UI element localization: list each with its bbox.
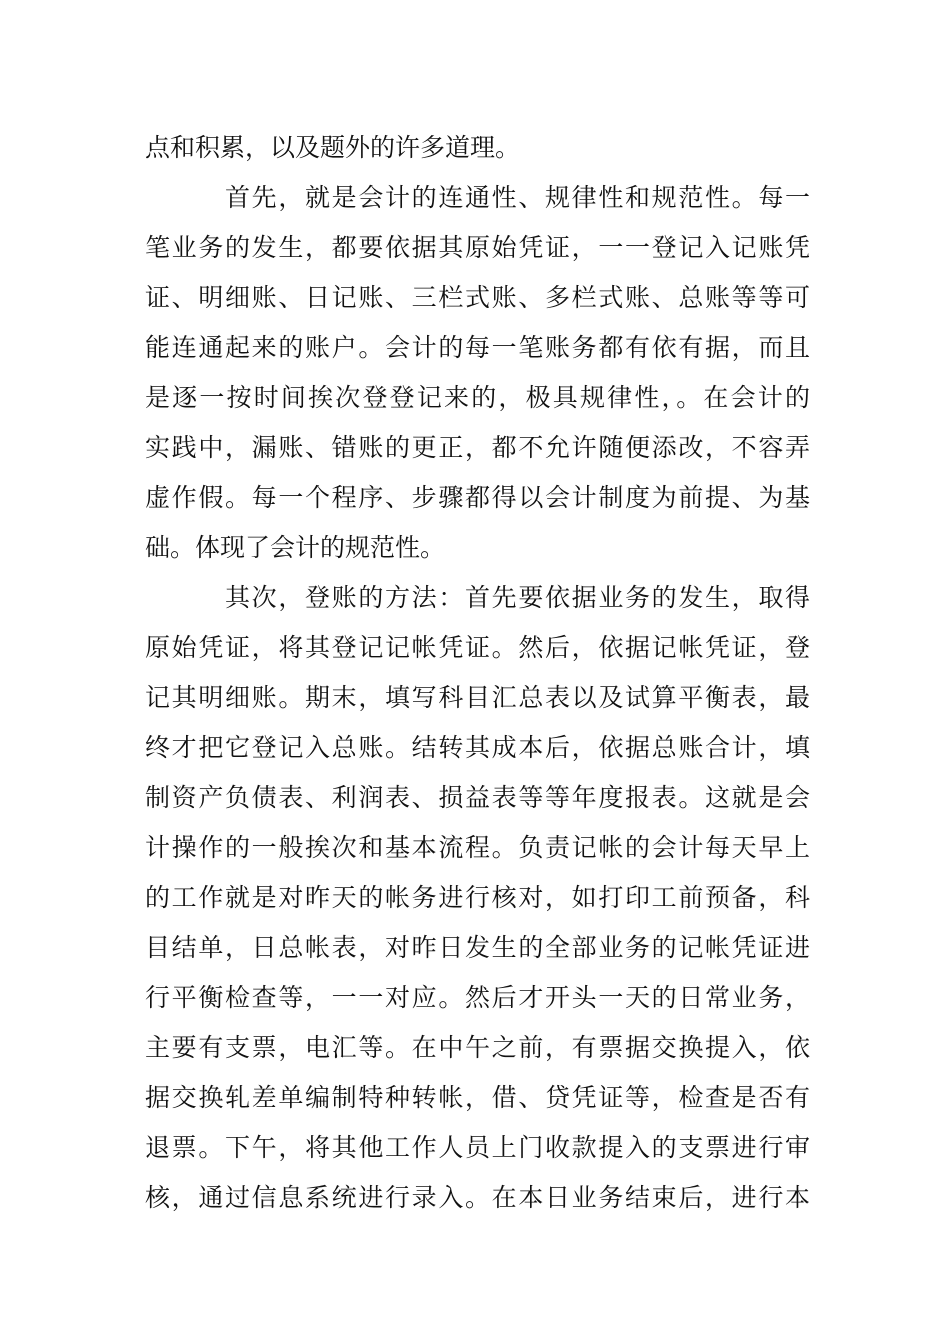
body-text [145, 123, 810, 1223]
text-line: 点和积累，以及题外的许多道理。 [145, 133, 521, 162]
text-line: 虚作假。每一个程序、步骤都得以会计制度为前提、为基 [145, 483, 810, 512]
text-line: 行平衡检查等，一一对应。然后才开头一天的日常业务， [145, 983, 810, 1012]
text-line: 首先，就是会计的连通性、规律性和规范性。每一 [225, 183, 810, 212]
text-line: 计操作的一般挨次和基本流程。负责记帐的会计每天早上 [145, 833, 810, 862]
text-line: 原始凭证，将其登记记帐凭证。然后，依据记帐凭证，登 [145, 633, 810, 662]
text-line: 证、明细账、日记账、三栏式账、多栏式账、总账等等可 [145, 283, 810, 312]
text-line: 目结单，日总帐表，对昨日发生的全部业务的记帐凭证进 [145, 933, 810, 962]
text-line: 记其明细账。期末，填写科目汇总表以及试算平衡表，最 [145, 683, 810, 712]
text-line: 是逐一按时间挨次登登记来的，极具规律性，。在会计的 [145, 383, 810, 412]
text-line: 其次，登账的方法：首先要依据业务的发生，取得 [225, 583, 810, 612]
text-line: 笔业务的发生，都要依据其原始凭证，一一登记入记账凭 [145, 233, 810, 262]
text-line: 退票。下午，将其他工作人员上门收款提入的支票进行审 [145, 1133, 810, 1162]
text-line: 实践中，漏账、错账的更正，都不允许随便添改，不容弄 [145, 433, 810, 462]
text-line: 终才把它登记入总账。结转其成本后，依据总账合计，填 [145, 733, 810, 762]
text-line: 主要有支票，电汇等。在中午之前，有票据交换提入，依 [145, 1033, 810, 1062]
text-line: 础。体现了会计的规范性。 [145, 533, 446, 562]
text-line: 制资产负债表、利润表、损益表等等年度报表。这就是会 [145, 783, 810, 812]
text-line: 核，通过信息系统进行录入。在本日业务结束后，进行本 [145, 1183, 810, 1212]
text-line: 据交换轧差单编制特种转帐，借、贷凭证等，检查是否有 [145, 1083, 810, 1112]
text-line: 能连通起来的账户。会计的每一笔账务都有依有据，而且 [145, 333, 810, 362]
text-line: 的工作就是对昨天的帐务进行核对，如打印工前预备，科 [145, 883, 810, 912]
